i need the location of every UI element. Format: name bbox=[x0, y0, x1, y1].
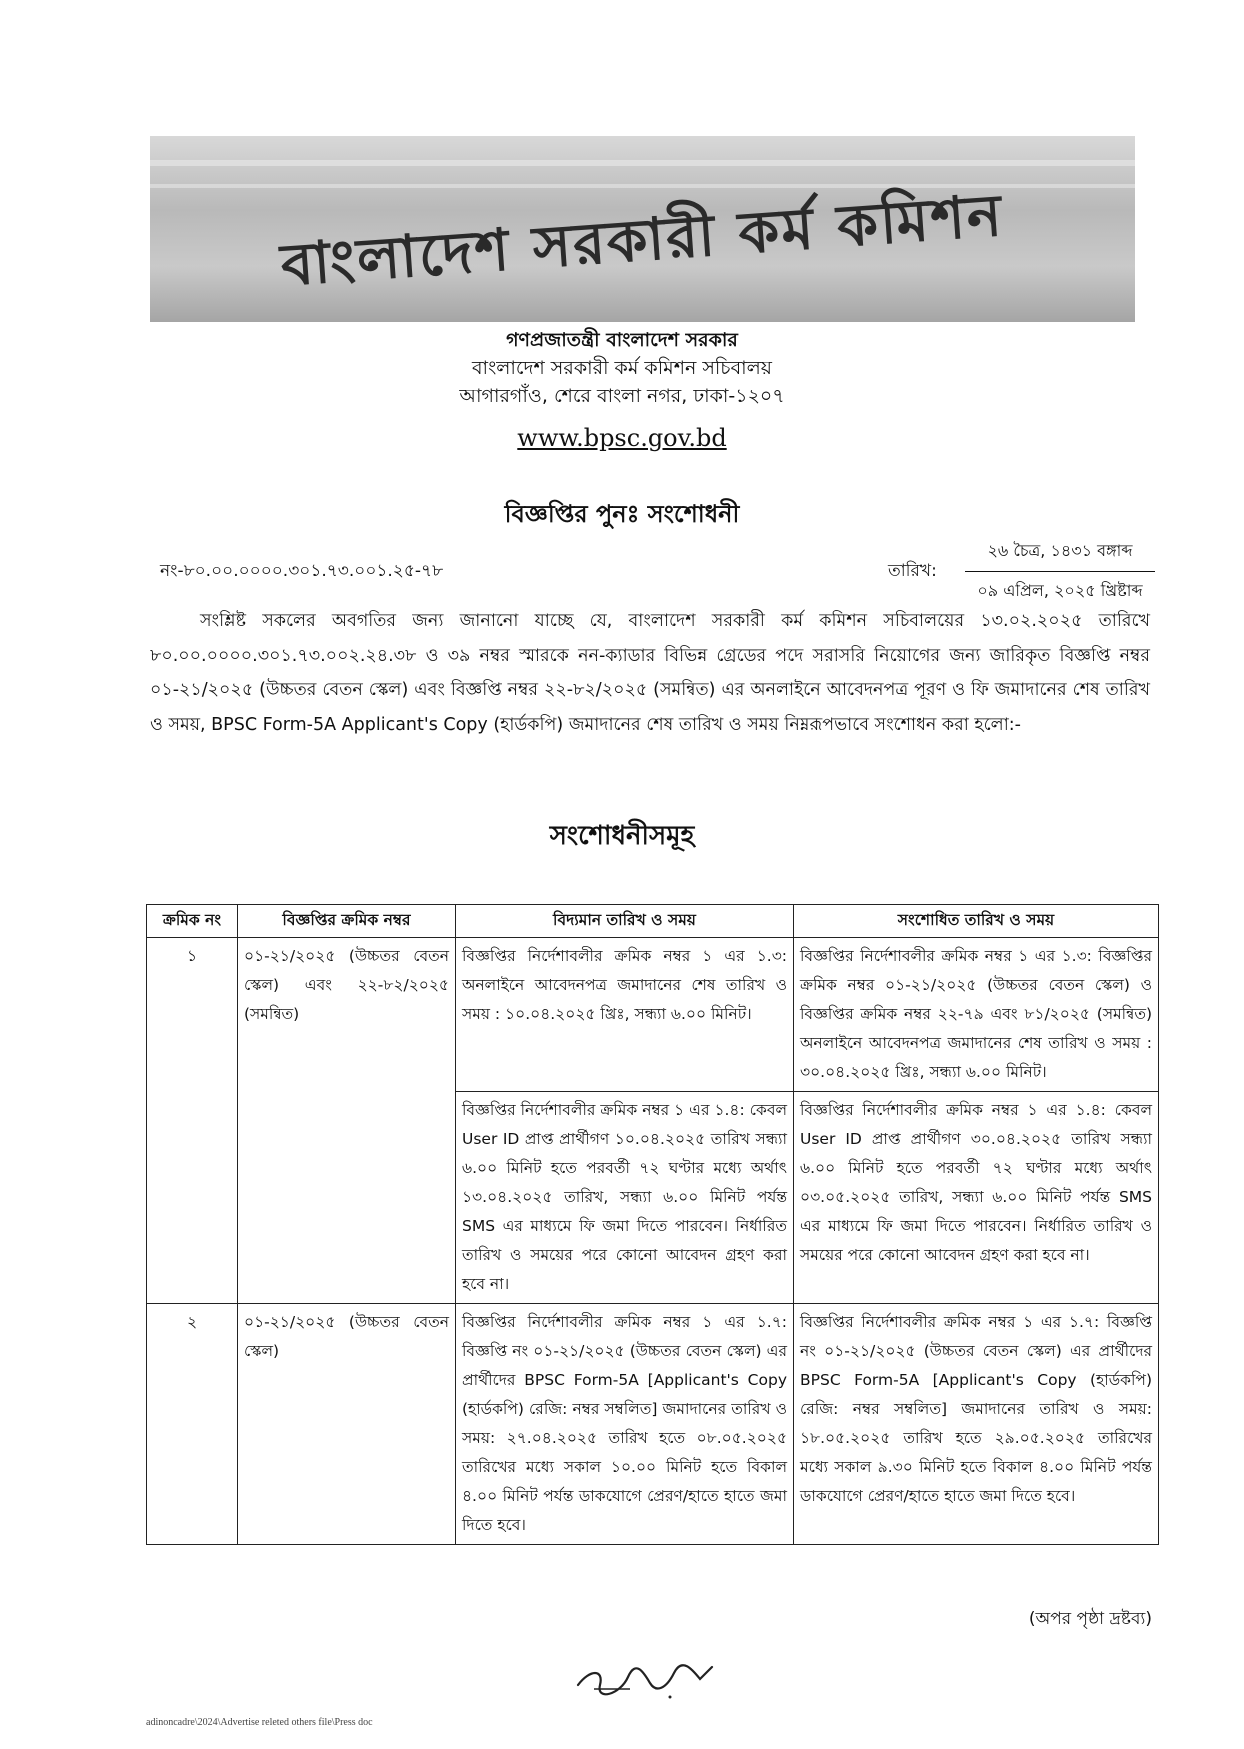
col-notice-number: বিজ্ঞপ্তির ক্রমিক নম্বর bbox=[238, 905, 456, 938]
file-path-footer: adinoncadre\2024\Advertise releted others file\Press doc bbox=[146, 1717, 373, 1728]
row-revised: বিজ্ঞপ্তির নির্দেশাবলীর ক্রমিক নম্বর ১ এর ১.৪: কেবল User ID প্রাপ্ত প্রার্থীগণ ৩০.০৪.২০২৫ তারিখ সন্ধ্যা ৬.০০ মিনিট হতে পরবর্তী ৭২ ঘণ্টার মধ্যে অর্থাৎ ০৩.০৫.২০২৫ তারিখ, সন্ধ্যা ৬.০০ মিনিট পর্যন্ত SMS এর মাধ্যমে ফি জমা দিতে পারবেন। নির্ধারিত তারিখ ও সময়ের পরে কোনো আবেদন গ্রহণ করা হবে না। bbox=[794, 1092, 1159, 1304]
row-revised: বিজ্ঞপ্তির নির্দেশাবলীর ক্রমিক নম্বর ১ এর ১.৩: বিজ্ঞপ্তির ক্রমিক নম্বর ০১-২১/২০২৫ (উচ্চতর বেতন স্কেল) ও বিজ্ঞপ্তির ক্রমিক নম্বর ২২-৭৯ এবং ৮১/২০২৫ (সমন্বিত) অনলাইনে আবেদনপত্র জমাদানের শেষ তারিখ ও সময় : ৩০.০৪.২০২৫ খ্রিঃ, সন্ধ্যা ৬.০০ মিনিট। bbox=[794, 938, 1159, 1092]
row-existing: বিজ্ঞপ্তির নির্দেশাবলীর ক্রমিক নম্বর ১ এর ১.৪: কেবল User ID প্রাপ্ত প্রার্থীগণ ১০.০৪.২০২৫ তারিখ সন্ধ্যা ৬.০০ মিনিট হতে পরবর্তী ৭২ ঘণ্টার মধ্যে অর্থাৎ ১৩.০৪.২০২৫ তারিখ, সন্ধ্যা ৬.০০ মিনিট পর্যন্ত SMS এর মাধ্যমে ফি জমা দিতে পারবেন। নির্ধারিত তারিখ ও সময়ের পরে কোনো আবেদন গ্রহণ করা হবে না। bbox=[456, 1092, 794, 1304]
table-row bbox=[147, 1304, 1159, 1545]
date-label: তারিখ: bbox=[888, 561, 937, 581]
notice-title: বিজ্ঞপ্তির পুনঃ সংশোধনী bbox=[504, 500, 740, 528]
website-link[interactable]: www.bpsc.gov.bd bbox=[517, 424, 727, 452]
date-bangla: ২৬ চৈত্র, ১৪৩১ বঙ্গাব্দ bbox=[965, 538, 1155, 572]
commission-secretariat: বাংলাদেশ সরকারী কর্ম কমিশন সচিবালয় bbox=[471, 357, 772, 379]
header-banner-photo bbox=[150, 136, 1135, 322]
col-serial: ক্রমিক নং bbox=[147, 905, 238, 938]
amendments-title: সংশোধনীসমূহ bbox=[549, 821, 695, 851]
col-revised: সংশোধিত তারিখ ও সময় bbox=[794, 905, 1159, 938]
table-row bbox=[147, 938, 1159, 1092]
banner-title: বাংলাদেশ সরকারী কর্ম কমিশন bbox=[278, 180, 1006, 300]
table-header-row bbox=[147, 905, 1159, 938]
row-serial: ২ bbox=[147, 1304, 238, 1545]
body-paragraph: সংশ্লিষ্ট সকলের অবগতির জন্য জানানো যাচ্ছে যে, বাংলাদেশ সরকারী কর্ম কমিশন সচিবালয়ের ১৩.০২.২০২৫ তারিখে ৮০.০০.০০০০.৩০১.৭৩.০০২.২৪.৩৮ ও ৩৯ নম্বর স্মারকে নন-ক্যাডার বিভিন্ন গ্রেডের পদে সরাসরি নিয়োগের জন্য জারিকৃত বিজ্ঞপ্তি নম্বর ০১-২১/২০২৫ (উচ্চতর বেতন স্কেল) এবং বিজ্ঞপ্তি নম্বর ২২-৮২/২০২৫ (সমন্বিত) এর অনলাইনে আবেদনপত্র পূরণ ও ফি জমাদানের শেষ তারিখ ও সময়, BPSC Form-5A Applicant's Copy (হার্ডকপি) জমাদানের শেষ তারিখ ও সময় নিম্নরূপভাবে সংশোধন করা হলো:- bbox=[150, 611, 1150, 735]
amendments-table bbox=[146, 904, 1159, 1545]
date-block bbox=[965, 538, 1155, 605]
row-revised: বিজ্ঞপ্তির নির্দেশাবলীর ক্রমিক নম্বর ১ এর ১.৭: বিজ্ঞপ্তি নং ০১-২১/২০২৫ (উচ্চতর বেতন স্কেল) এর প্রার্থীদের BPSC Form-5A [Applicant's Copy (হার্ডকপি) রেজি: নম্বর সম্বলিত] জমাদানের তারিখ ও সময়: ১৮.০৫.২০২৫ তারিখ হতে ২৯.০৫.২০২৫ তারিখের মধ্যে সকাল ৯.৩০ মিনিট হতে বিকাল ৪.০০ মিনিট পর্যন্ত ডাকযোগে প্রেরণ/হাতে হাতে জমা দিতে হবে। bbox=[794, 1304, 1159, 1545]
row-existing: বিজ্ঞপ্তির নির্দেশাবলীর ক্রমিক নম্বর ১ এর ১.৩: অনলাইনে আবেদনপত্র জমাদানের শেষ তারিখ ও সময় : ১০.০৪.২০২৫ খ্রিঃ, সন্ধ্যা ৬.০০ মিনিট। bbox=[456, 938, 794, 1092]
overleaf-note: (অপর পৃষ্ঠা দ্রষ্টব্য) bbox=[1028, 1609, 1152, 1629]
signature bbox=[570, 1655, 720, 1701]
address: আগারগাঁও, শেরে বাংলা নগর, ঢাকা-১২০৭ bbox=[459, 385, 785, 407]
date-english: ০৯ এপ্রিল, ২০২৫ খ্রিষ্টাব্দ bbox=[977, 581, 1143, 600]
col-existing: বিদ্যমান তারিখ ও সময় bbox=[456, 905, 794, 938]
row-serial: ১ bbox=[147, 938, 238, 1304]
row-existing: বিজ্ঞপ্তির নির্দেশাবলীর ক্রমিক নম্বর ১ এর ১.৭: বিজ্ঞপ্তি নং ০১-২১/২০২৫ (উচ্চতর বেতন স্কেল) এর প্রার্থীদের BPSC Form-5A [Applicant's Copy (হার্ডকপি) রেজি: নম্বর সম্বলিত] জমাদানের তারিখ ও সময়: ২৭.০৪.২০২৫ তারিখ হতে ০৮.০৫.২০২৫ তারিখের মধ্যে সকাল ১০.০০ মিনিট হতে বিকাল ৪.০০ মিনিট পর্যন্ত ডাকযোগে প্রেরণ/হাতে হাতে জমা দিতে হবে। bbox=[456, 1304, 794, 1545]
govt-name: গণপ্রজাতন্ত্রী বাংলাদেশ সরকার bbox=[506, 329, 738, 351]
row-notice: ০১-২১/২০২৫ (উচ্চতর বেতন স্কেল) এবং ২২-৮২/২০২৫ (সমন্বিত) bbox=[238, 938, 456, 1304]
memo-number: নং-৮০.০০.০০০০.৩০১.৭৩.০০১.২৫-৭৮ bbox=[160, 561, 444, 581]
row-notice: ০১-২১/২০২৫ (উচ্চতর বেতন স্কেল) bbox=[238, 1304, 456, 1545]
